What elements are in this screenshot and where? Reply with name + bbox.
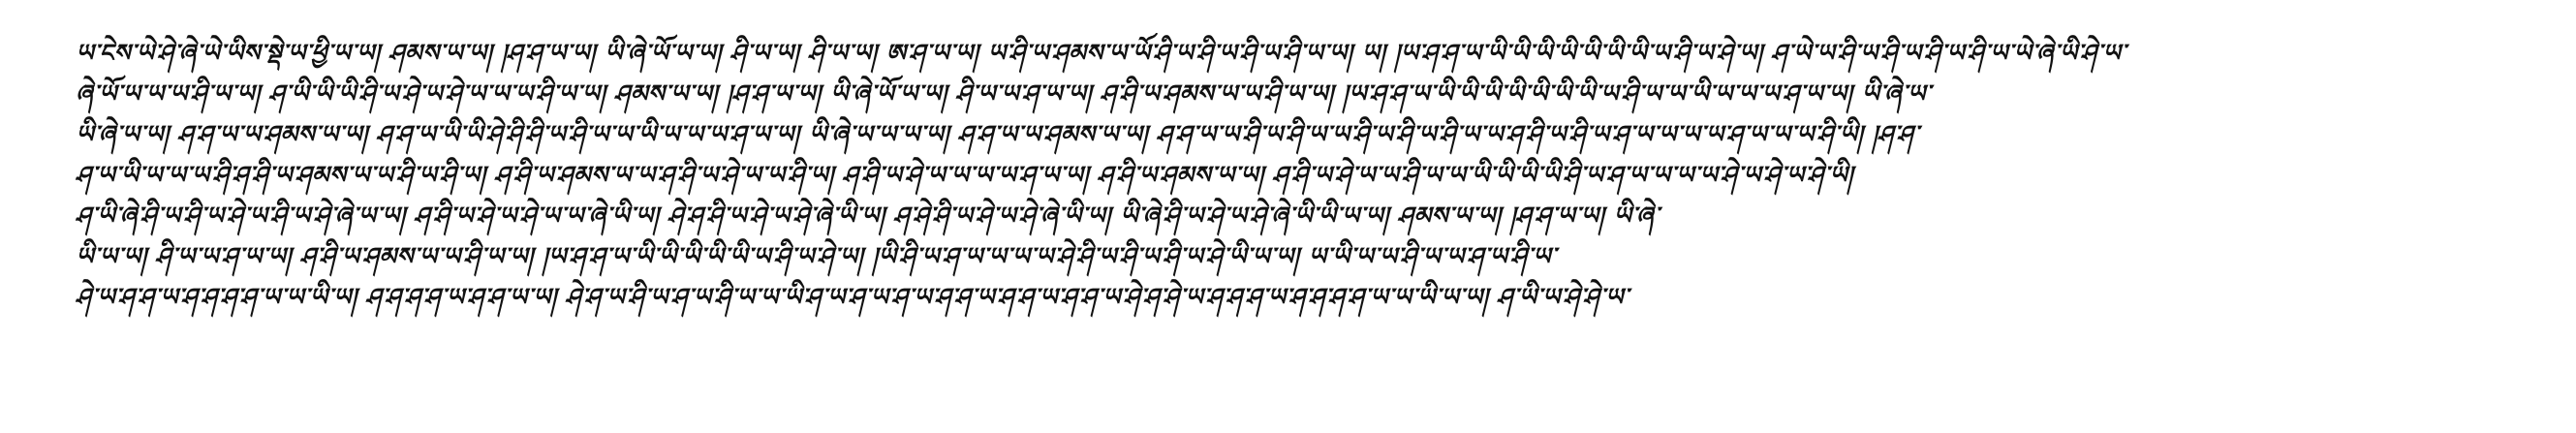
- text-line-1: ཡ་ངེས་ཡེ་ཤེ་ཞེ་ཡེ་ཡིས་སྡེ་ཡ་ཕྱི་ཡ་ཡ། ཤམས་ཡ་ཡ། །ཤ་ཤ་ཡ་ཡ། ཡི་ཞེ་ཡོ་ཡ་ཡ། ཤི་ཡ་ཡ། ཤི་ཡ་ཡ། ཨ་ཤ་ཡ་ཡ། ཡ་ཤི་ཡ་ཤམས་ཡ་ཡོ་ཤི་ཡ་ཤི་ཡ་ཤི་ཡ་ཤི་ཡ་ཡ། ཡ། །ཡ་ཤ་ཤ་ཡ་ཡི་ཡི་ཡི་ཡི་ཡི་ཡི་ཡི་ཡ་ཤི་ཡ་ཤེ་ཡ། ཤ་ཡེ་ཡ་ཤི་ཡ་ཤི་ཡ་ཤི་ཡ་ཤི་ཡ་ཡེ་ཞེ་ཡི་ཤེ་ཡ་: [76, 39, 2126, 67]
- text-line-7: ཤེ་ཡ་ཤ་ཤ་ཡ་ཤ་ཤ་ཤ་ཤ་ཡ་ཡ་ཡི་ཡ། ཤ་ཤ་ཤ་ཤ་ཡ་ཤ་ཤ་ཡ་ཡ། ཤེ་ཤ་ཡ་ཤི་ཡ་ཤ་ཡ་ཤི་ཡ་ཡ་ཡི་ཤ་ཡ་ཤ་ཡ་ཤ་ཡ་ཤ་ཤ་ཡ་ཤ་ཤ་ཡ་ཤ་ཤ་ཡ་ཤེ་ཤ་ཤེ་ཡ་ཤ་ཤ་ཤ་ཡ་ཤ་ཤ་ཤ་ཤ་ཡ་ཡ་ཡི་ཡ་ཡ། ཤ་ཡི་ཡ་ཤེ་ཤེ་ཡ་: [76, 283, 1629, 311]
- text-line-4: ཤ་ཡ་ཡི་ཡ་ཡ་ཡ་ཤི་ཤ་ཤི་ཡ་ཤམས་ཡ་ཡ་ཤི་ཡ་ཤི་ཡ། ཤ་ཤི་ཡ་ཤམས་ཡ་ཡ་ཤ་ཤི་ཡ་ཤེ་ཡ་ཡ་ཤི་ཡ། ཤ་ཤི་ཡ་ཤེ་ཡ་ཡ་ཡ་ཡ་ཤ་ཡ་ཡ། ཤ་ཤི་ཡ་ཤམས་ཡ་ཡ། ཤ་ཤི་ཡ་ཤེ་ཡ་ཡ་ཤི་ཡ་ཡ་ཡི་ཡི་ཡི་ཡི་ཤི་ཡ་ཤ་ཡ་ཡ་ཡ་ཡ་ཤེ་ཡ་ཤེ་ཡ་ཤེ་ཡི།: [76, 161, 1853, 189]
- manuscript-text-block: [76, 33, 2517, 318]
- text-line-2: ཞེ་ཡོ་ཡ་ཡ་ཡ་ཤི་ཡ་ཡ། ཤ་ཡི་ཡི་ཡི་ཤི་ཡ་ཤེ་ཡ་ཤེ་ཡ་ཡ་ཡ་ཤི་ཡ་ཡ། ཤམས་ཡ་ཡ། །ཤ་ཤ་ཡ་ཡ། ཡི་ཞེ་ཡོ་ཡ་ཡ། ཤི་ཡ་ཡ་ཤ་ཡ་ཡ། ཤ་ཤི་ཡ་ཤམས་ཡ་ཡ་ཤི་ཡ་ཡ། །ཡ་ཤ་ཤ་ཡ་ཡི་ཡི་ཡི་ཡི་ཡི་ཡི་ཡི་ཡ་ཤི་ཡ་ཡ་ཡི་ཡ་ཡ་ཡ་ཤ་ཡ་ཡ། ཡི་ཞེ་ཡ་: [76, 79, 1932, 108]
- text-line-6: ཡི་ཡ་ཡ། ཤི་ཡ་ཡ་ཤ་ཡ་ཡ། ཤ་ཤི་ཡ་ཤམས་ཡ་ཡ་ཤི་ཡ་ཡ། །ཡ་ཤ་ཤ་ཡ་ཡི་ཡི་ཡི་ཡི་ཡི་ཡ་ཤི་ཡ་ཤེ་ཡ། །ཡི་ཤི་ཡ་ཤ་ཡ་ཡ་ཡ་ཡ་ཤེ་ཤི་ཡ་ཤི་ཡ་ཤི་ཡ་ཤེ་ཡི་ཡ་ཡ། ཡ་ཡི་ཡ་ཡ་ཤི་ཡ་ཡ་ཤ་ཡ་ཤི་ཡ་: [76, 242, 1557, 270]
- text-line-5: ཤ་ཡི་ཞེ་ཤི་ཡ་ཤི་ཡ་ཤེ་ཡ་ཤི་ཡ་ཤེ་ཞེ་ཡ་ཡ། ཤ་ཤི་ཡ་ཤེ་ཡ་ཤེ་ཡ་ཡ་ཞེ་ཡི་ཡ། ཤེ་ཤ་ཤི་ཡ་ཤེ་ཡ་ཤེ་ཞེ་ཡི་ཡ། ཤ་ཤེ་ཤི་ཡ་ཤེ་ཡ་ཤེ་ཞེ་ཡི་ཡ། ཡི་ཞེ་ཤི་ཡ་ཤེ་ཡ་ཤེ་ཞེ་ཡི་ཡི་ཡ་ཡ། ཤམས་ཡ་ཡ། །ཤ་ཤ་ཡ་ཡ། ཡི་ཞེ་: [76, 201, 1660, 230]
- text-line-3: ཡི་ཞེ་ཡ་ཡ། ཤ་ཤ་ཡ་ཡ་ཤམས་ཡ་ཡ། ཤ་ཤ་ཡ་ཡི་ཡི་ཤེ་ཤི་ཤི་ཡ་ཤི་ཡ་ཡ་ཡི་ཡ་ཡ་ཡ་ཤ་ཡ་ཡ། ཡི་ཞེ་ཡ་ཡ་ཡ་ཡ། ཤ་ཤ་ཡ་ཡ་ཤམས་ཡ་ཡ། ཤ་ཤ་ཡ་ཡ་ཤི་ཡ་ཤི་ཡ་ཡ་ཤི་ཡ་ཤི་ཡ་ཤི་ཡ་ཡ་ཤ་ཤི་ཡ་ཤི་ཡ་ཤ་ཡ་ཡ་ཡ་ཡ་ཤ་ཡ་ཡ་ཡ་ཤི་ཡི། །ཤ་ཤ་: [76, 120, 1919, 148]
